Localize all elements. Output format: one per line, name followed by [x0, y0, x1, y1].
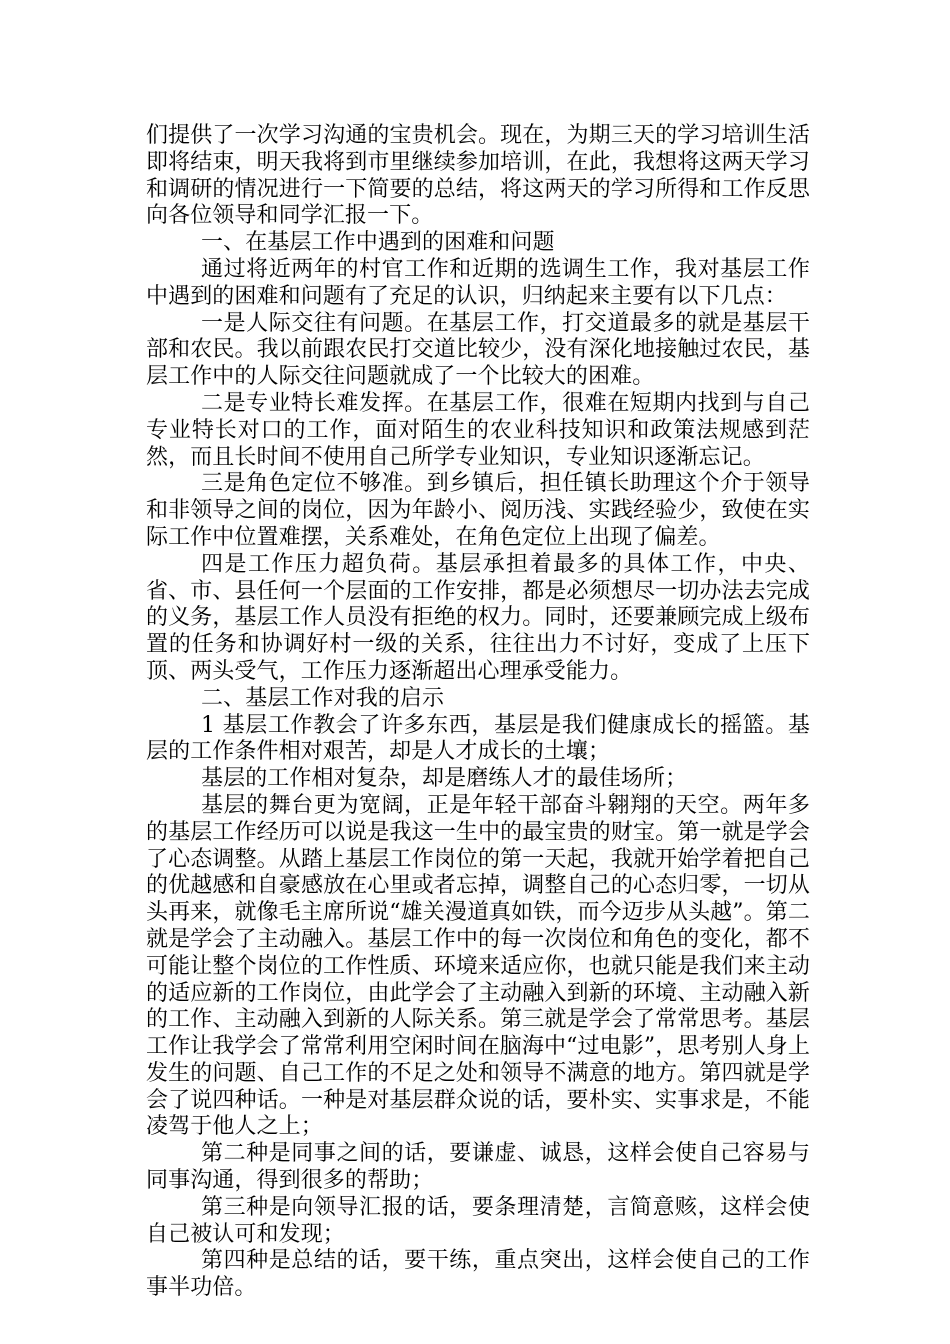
paragraph-continuation: 们提供了一次学习沟通的宝贵机会。现在，为期三天的学习培训生活即将结束，明天我将到市里继续参加培训，在此，我想将这两天学习和调研的情况进行一下简要的总结，将这两天的学习所得和工作反思向各位领导和同学汇报一下。 — [146, 123, 810, 229]
paragraph: 二是专业特长难发挥。在基层工作，很难在短期内找到与自己专业特长对口的工作，面对陌生的农业科技知识和政策法规感到茫然，而且长时间不使用自己所学专业知识，专业知识逐渐忘记。 — [146, 390, 810, 470]
section-heading-lessons: 二、基层工作对我的启示 — [201, 685, 445, 711]
paragraph: 基层的舞台更为宽阔，正是年轻干部奋斗翱翔的天空。两年多的基层工作经历可以说是我这一生中的最宝贵的财宝。第一就是学会了心态调整。从踏上基层工作岗位的第一天起，我就开始学着把自己的优越感和自豪感放在心里或者忘掉，调整自己的心态归零，一切从头再来，就像毛主席所说“雄关漫道真如铁，而今迈步从头越”。第二就是学会了主动融入。基层工作中的每一次岗位和角色的变化，都不可能让整个岗位的工作性质、环境来适应你，也就只能是我们来主动的适应新的工作岗位，由此学会了主动融入到新的环境、主动融入新的工作、主动融入到新的人际关系。第三就是学会了常常思考。基层工作让我学会了常常利用空闲时间在脑海中“过电影”，思考别人身上发生的问题、自己工作的不足之处和领导不满意的地方。第四就是学会了说四种话。一种是对基层群众说的话，要朴实、实事求是，不能凌驾于他人之上； — [146, 792, 810, 1140]
paragraph: 第四种是总结的话，要干练，重点突出，这样会使自己的工作事半功倍。 — [146, 1248, 810, 1301]
paragraph: 四是工作压力超负荷。基层承担着最多的具体工作，中央、省、市、县任何一个层面的工作安排，都是必须想尽一切办法去完成的义务，基层工作人员没有拒绝的权力。同时，还要兼顾完成上级布置的任务和协调好村一级的关系，往往出力不讨好，变成了上压下顶、两头受气，工作压力逐渐超出心理承受能力。 — [146, 551, 810, 684]
paragraph: 一是人际交往有问题。在基层工作，打交道最多的就是基层干部和农民。我以前跟农民打交道比较少，没有深化地接触过农民，基层工作中的人际交往问题就成了一个比较大的困难。 — [146, 310, 810, 390]
document-body — [146, 123, 810, 1302]
paragraph: 三是角色定位不够准。到乡镇后，担任镇长助理这个介于领导和非领导之间的岗位，因为年龄小、阅历浅、实践经验少，致使在实际工作中位置难摆，关系难处，在角色定位上出现了偏差。 — [146, 471, 810, 550]
paragraph: 1 基层工作教会了许多东西，基层是我们健康成长的摇篮。基层的工作条件相对艰苦，却是人才成长的土壤； — [146, 712, 810, 765]
paragraph: 通过将近两年的村官工作和近期的选调生工作，我对基层工作中遇到的困难和问题有了充足的认识，归纳起来主要有以下几点： — [146, 256, 810, 309]
paragraph: 基层的工作相对复杂，却是磨练人才的最佳场所； — [201, 766, 688, 792]
section-heading-difficulties: 一、在基层工作中遇到的困难和问题 — [201, 230, 555, 256]
paragraph: 第二种是同事之间的话，要谦虚、诚恳，这样会使自己容易与同事沟通，得到很多的帮助； — [146, 1141, 810, 1194]
paragraph: 第三种是向领导汇报的话，要条理清楚，言简意赅，这样会使自己被认可和发现； — [146, 1194, 810, 1247]
